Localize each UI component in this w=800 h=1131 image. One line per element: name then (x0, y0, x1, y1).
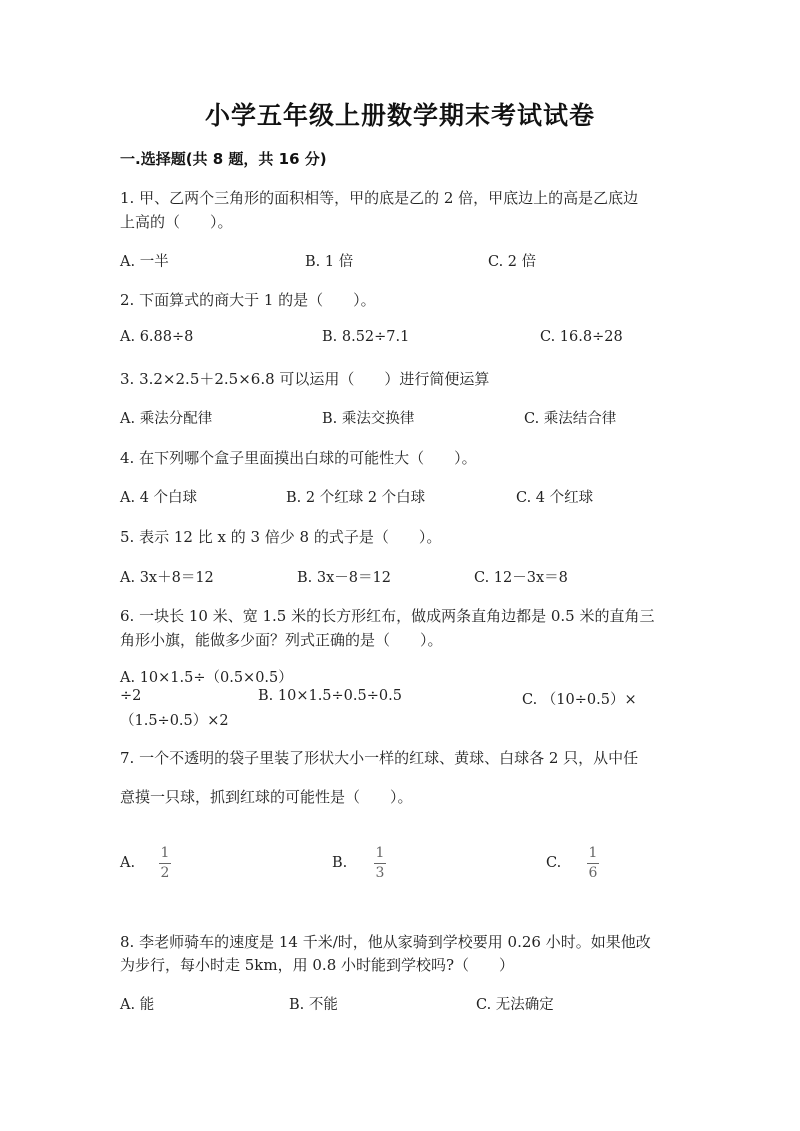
question-7-line-2: 意摸一只球，抓到红球的可能性是（ ）。 (120, 788, 413, 806)
question-7-option-c: C. (546, 855, 562, 871)
fraction-numerator: 1 (588, 845, 598, 861)
question-8-option-b: B. 不能 (289, 997, 338, 1013)
question-5-text: 5. 表示 12 比 x 的 3 倍少 8 的式子是（ ）。 (120, 528, 442, 546)
question-4-option-b: B. 2 个红球 2 个白球 (286, 490, 426, 506)
question-5-option-b: B. 3x－8＝12 (297, 570, 391, 586)
question-2-option-a: A. 6.88÷8 (120, 329, 194, 345)
question-6-option-b: B. 10×1.5÷0.5÷0.5 (258, 688, 402, 704)
question-4-option-a: A. 4 个白球 (120, 490, 198, 506)
question-6-option-c-line-1: C. （10÷0.5）× (522, 692, 637, 708)
question-2-option-b: B. 8.52÷7.1 (322, 329, 410, 345)
fraction-denominator: 2 (160, 865, 170, 881)
question-4-option-c: C. 4 个红球 (516, 490, 594, 506)
question-6-option-a-line-1: A. 10×1.5÷（0.5×0.5） (120, 670, 293, 686)
fraction-denominator: 6 (588, 865, 598, 881)
question-1-line-1: 1. 甲、乙两个三角形的面积相等，甲的底是乙的 2 倍，甲底边上的高是乙底边 (120, 189, 639, 207)
question-2-option-c: C. 16.8÷28 (540, 329, 623, 345)
question-1-option-a: A. 一半 (120, 254, 169, 270)
fraction-one-third (374, 846, 386, 881)
fraction-numerator: 1 (160, 845, 170, 861)
page-title: 小学五年级上册数学期末考试试卷 (204, 101, 595, 130)
question-7-option-a: A. (120, 855, 136, 871)
question-6-line-1: 6. 一块长 10 米、宽 1.5 米的长方形红布，做成两条直角边都是 0.5 米的直角三 (120, 607, 655, 625)
fraction-numerator: 1 (375, 845, 385, 861)
question-3-option-a: A. 乘法分配律 (120, 411, 213, 427)
question-6-line-2: 角形小旗，能做多少面？列式正确的是（ ）。 (120, 631, 443, 649)
question-8-line-1: 8. 李老师骑车的速度是 14 千米/时，他从家骑到学校要用 0.26 小时。如果他改 (120, 933, 651, 951)
question-7-line-1: 7. 一个不透明的袋子里装了形状大小一样的红球、黄球、白球各 2 只，从中任 (120, 749, 639, 767)
question-6-option-a-line-2: ÷2 (120, 688, 142, 704)
question-4-text: 4. 在下列哪个盒子里面摸出白球的可能性大（ ）。 (120, 449, 477, 467)
question-5-option-a: A. 3x＋8＝12 (120, 570, 214, 586)
question-1-line-2: 上高的（ ）。 (120, 213, 233, 231)
section-heading: 一.选择题(共 8 题，共 16 分) (120, 150, 327, 168)
question-8-option-c: C. 无法确定 (476, 997, 554, 1013)
question-1-option-c: C. 2 倍 (488, 254, 537, 270)
question-6-option-c-line-2: （1.5÷0.5）×2 (120, 713, 229, 729)
question-8-line-2: 为步行，每小时走 5km，用 0.8 小时能到学校吗?（ ） (120, 956, 515, 974)
question-8-option-a: A. 能 (120, 997, 155, 1013)
question-3-option-c: C. 乘法结合律 (524, 411, 617, 427)
question-7-option-b: B. (332, 855, 348, 871)
fraction-one-half (159, 846, 171, 881)
question-5-option-c: C. 12－3x＝8 (474, 570, 568, 586)
fraction-one-sixth (587, 846, 599, 881)
question-3-option-b: B. 乘法交换律 (322, 411, 415, 427)
question-2-text: 2. 下面算式的商大于 1 的是（ ）。 (120, 291, 376, 309)
question-3-text: 3. 3.2×2.5＋2.5×6.8 可以运用（ ）进行简便运算 (120, 370, 490, 388)
fraction-denominator: 3 (375, 865, 385, 881)
question-1-option-b: B. 1 倍 (305, 254, 354, 270)
